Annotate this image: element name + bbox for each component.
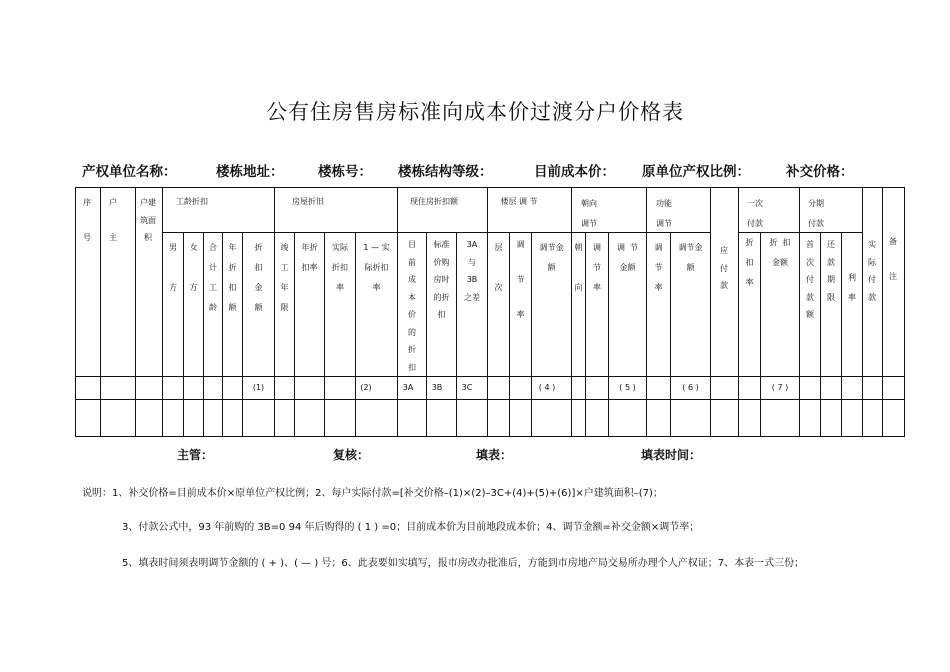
field-supplement-price: 补交价格：	[786, 164, 854, 180]
form-title: 公有住房售房标准向成本价过渡分户价格表	[266, 100, 684, 124]
group-floor-adjust: 楼层 调 节	[500, 197, 538, 206]
field-cost-price: 目前成本价：	[534, 164, 615, 180]
col-discount-amount: 折 扣 金 额	[254, 243, 263, 312]
group-installment: 分期 付款	[808, 199, 824, 228]
col-female: 女 方	[189, 243, 198, 292]
sig-date: 填表时间：	[641, 448, 702, 462]
col-repayment-term: 还 款 期 限	[827, 240, 835, 302]
marker-5: ( 5 )	[619, 383, 636, 392]
marker-6: ( 6 )	[682, 383, 699, 392]
col-function-rate: 调 节 率	[654, 243, 663, 292]
note-line-3: 5、填表时间须表明调节金额的 ( + )、( — ) 号；6、此表要如实填写，报市房改办批准后，方能到市房地产局交易所办理个人产权证；7、本表一式三份；	[122, 558, 805, 569]
field-building-address: 楼栋地址：	[216, 164, 284, 180]
sig-filler: 填表：	[476, 448, 513, 462]
marker-3c: 3C	[461, 383, 473, 392]
header-owner: 户 主	[109, 198, 117, 242]
marker-1: (1)	[252, 383, 265, 392]
group-seniority-discount: 工龄折扣	[176, 197, 208, 206]
col-actual-rate: 实际 折扣 率	[332, 243, 348, 292]
col-male: 男 方	[169, 243, 177, 292]
col-total-seniority: 合 计 工 龄	[209, 243, 217, 312]
col-annual-rate: 年折 扣率	[301, 243, 318, 272]
col-interest-rate: 利 率	[848, 273, 856, 302]
col-function-amount: 调节金 额	[678, 243, 703, 272]
col-floor-level: 层 次	[494, 243, 503, 292]
col-standard-price-discount: 标准 价购 房时 的折 扣	[433, 240, 450, 319]
marker-4: ( 4 )	[538, 383, 556, 392]
group-depreciation: 房屋折旧	[292, 197, 324, 206]
sig-supervisor: 主管：	[177, 448, 214, 462]
header-remarks: 备 注	[889, 237, 897, 281]
col-one-minus-rate: 1 — 实 际折扣 率	[363, 243, 390, 292]
note-line-1: 说明：1、补交价格=目前成本价×原单位产权比例；2、每户实际付款=[补交价格–(1)×(2)–3C+(4)+(5)+(6)]×户建筑面积–(7)；	[82, 488, 663, 499]
col-orientation: 朝 向	[574, 243, 583, 292]
group-current-discount: 现住房折扣额	[410, 197, 458, 206]
col-orientation-rate: 调 节 率	[593, 243, 601, 292]
col-floor-amount: 调节金 额	[539, 243, 564, 272]
header-actual-payment: 实 际 付 款	[868, 240, 876, 302]
col-lump-rate: 折 扣 率	[745, 238, 754, 287]
field-ownership-ratio: 原单位产权比例：	[642, 164, 750, 180]
field-building-no: 楼栋号：	[318, 164, 372, 180]
sig-reviewer: 复核：	[333, 448, 370, 462]
header-area: 户建 筑面 积	[140, 198, 156, 242]
header-amount-due: 应 付 款	[720, 246, 728, 290]
col-lump-amount: 折 扣 金额	[769, 238, 791, 267]
note-line-2: 3、付款公式中，93 年前购的 3B=0 94 年后购得的 ( 1 ) =0；目前成本价为目前地段成本价；4、调节金额=补交金额×调节率；	[122, 522, 700, 533]
marker-2: (2)	[360, 383, 372, 392]
group-function-adjust: 功能 调节	[656, 199, 672, 228]
col-cost-price-discount: 目 前 成 本 价 的 折 扣	[408, 240, 416, 372]
group-orientation-adjust: 朝向 调节	[581, 199, 597, 228]
field-owner-unit: 产权单位名称：	[82, 164, 177, 180]
col-completion-years: 竣 工 年 限	[280, 243, 289, 312]
header-seq: 序 号	[83, 198, 91, 242]
col-floor-rate: 调 节 率	[516, 240, 525, 319]
marker-3a: 3A	[402, 383, 414, 392]
group-lump-payment: 一次 付款	[747, 199, 763, 228]
marker-7: ( 7 )	[771, 383, 789, 392]
col-3a-3b-diff: 3A 与 3B 之差	[464, 240, 480, 302]
field-structure-grade: 楼栋结构等级：	[398, 164, 493, 180]
marker-3b: 3B	[431, 383, 443, 392]
col-annual-discount: 年 折 扣 额	[228, 243, 237, 312]
col-first-payment: 首 次 付 款 额	[806, 240, 814, 319]
col-orientation-amount: 调 节 金额	[616, 243, 639, 272]
